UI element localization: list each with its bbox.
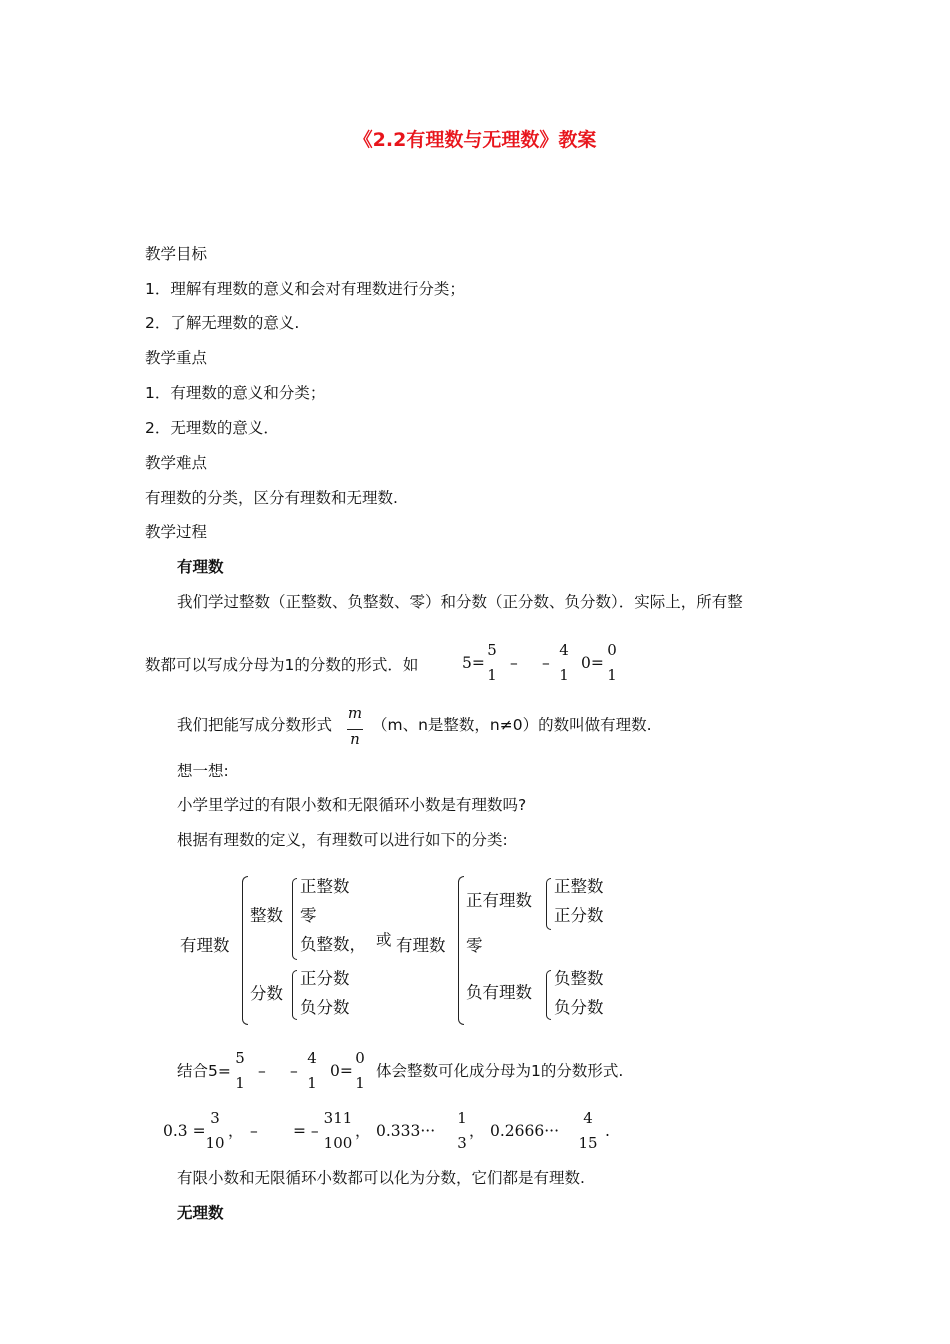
combine-tail: 体会整数可化成分母为1的分数形式. [376,1062,624,1080]
tree2-positive-brace [546,878,551,930]
decimal-comma-3: ， [469,1122,485,1140]
irrational-heading: 无理数 [177,1204,224,1222]
denominator: 100 [323,1134,353,1152]
numerator: 5 [487,641,497,659]
decimal-d-fraction [577,1111,599,1151]
numerator: 1 [457,1109,467,1127]
denominator: 1 [607,666,617,684]
tree1-positive-integer: 正整数 [300,877,350,896]
numerator: 5 [235,1049,245,1067]
fraction-0-over-1 [605,643,619,683]
document-title: 《2.2有理数与无理数》教案 [353,129,597,151]
rational-para-2: 数都可以写成分母为1的分数的形式．如 [145,656,419,674]
tree-or: 或 [376,931,392,949]
difficulty-heading: 教学难点 [145,454,208,472]
definition-lead: 我们把能写成分数形式 [177,716,333,734]
key-heading: 教学重点 [145,349,208,367]
numerator: 4 [307,1049,317,1067]
decimal-c-fraction [455,1111,469,1151]
numerator: 311 [323,1109,353,1127]
decimal-dash: – [250,1122,258,1140]
rational-para-1: 我们学过整数（正整数、负整数、零）和分数（正分数、负分数）．实际上，所有整 [177,593,743,611]
decimal-period: . [605,1122,610,1140]
tree2-positive-rational: 正有理数 [466,891,532,910]
tree1-fraction: 分数 [250,984,283,1003]
key-2: 2．无理数的意义． [145,419,279,437]
numerator: 4 [583,1109,593,1127]
tree2-negative-integer: 负整数 [554,969,604,988]
tree2-negative-fraction: 负分数 [554,998,604,1017]
question-text: 小学里学过的有限小数和无限循环小数是有理数吗? [177,796,527,814]
denominator: 1 [307,1074,317,1092]
tree1-zero: 零 [300,906,317,925]
denominator-n: n [347,729,363,747]
decimal-c: 0.333··· [376,1122,436,1140]
denominator: 15 [578,1134,598,1152]
tree2-positive-integer: 正整数 [554,877,604,896]
tree2-outer-brace [458,876,464,1025]
tree1-negative-integer: 负整数， [300,935,366,954]
denominator: 3 [457,1134,467,1152]
denominator: 1 [355,1074,365,1092]
decimal-a: 0.3 = [163,1122,206,1140]
tree2-negative-brace [546,970,551,1020]
combine-dash-2: – [290,1062,298,1080]
combine-lead: 结合5= [177,1062,231,1080]
definition-tail: （m、n是整数，n≠0）的数叫做有理数. [372,716,652,734]
tree1-negative-fraction: 负分数 [300,998,350,1017]
combine-fraction-4 [305,1051,319,1091]
goals-heading: 教学目标 [145,245,208,263]
example-5: 5= [462,654,485,672]
combine-zero: 0= [330,1062,353,1080]
process-heading: 教学过程 [145,523,208,541]
difficulty-text: 有理数的分类，区分有理数和无理数. [145,489,398,507]
tree1-root: 有理数 [180,936,230,955]
tree2-positive-fraction: 正分数 [554,906,604,925]
combine-dash-1: – [258,1062,266,1080]
numerator: 0 [607,641,617,659]
denominator: 1 [559,666,569,684]
decimal-b-fraction [323,1111,353,1151]
decimal-a-fraction [204,1111,226,1151]
classify-intro: 根据有理数的定义，有理数可以进行如下的分类: [177,831,508,849]
think-prompt: 想一想: [177,762,229,780]
numerator: 4 [559,641,569,659]
tree1-outer-brace [242,876,248,1025]
decimal-comma-2: ， [355,1122,371,1140]
decimal-comma-1: ， [228,1122,244,1140]
decimal-eq: = – [293,1122,319,1140]
tree1-integer-brace [292,878,297,960]
example-0: 0= [581,654,604,672]
key-1: 1．有理数的意义和分类； [145,384,326,402]
tree1-integer: 整数 [250,906,283,925]
combine-fraction-0 [353,1051,367,1091]
fraction-m-over-n [347,706,363,747]
denominator: 1 [487,666,497,684]
rational-heading: 有理数 [177,558,224,576]
denominator: 1 [235,1074,245,1092]
tree1-fraction-brace [292,970,297,1020]
goal-1: 1．理解有理数的意义和会对有理数进行分类； [145,280,465,298]
fraction-5-over-1 [485,643,499,683]
example-dash-1: – [510,654,518,672]
tree1-positive-fraction: 正分数 [300,969,350,988]
tree2-negative-rational: 负有理数 [466,983,532,1002]
numerator-m: m [347,704,363,722]
numerator: 0 [355,1049,365,1067]
conclusion-text: 有限小数和无限循环小数都可以化为分数，它们都是有理数. [177,1169,585,1187]
tree2-zero: 零 [466,936,483,955]
tree2-root: 有理数 [396,936,446,955]
fraction-4-over-1 [557,643,571,683]
combine-fraction-5 [233,1051,247,1091]
example-dash-2: – [542,654,550,672]
numerator: 3 [210,1109,220,1127]
denominator: 10 [205,1134,225,1152]
decimal-d: 0.2666··· [490,1122,560,1140]
goal-2: 2．了解无理数的意义. [145,314,300,332]
